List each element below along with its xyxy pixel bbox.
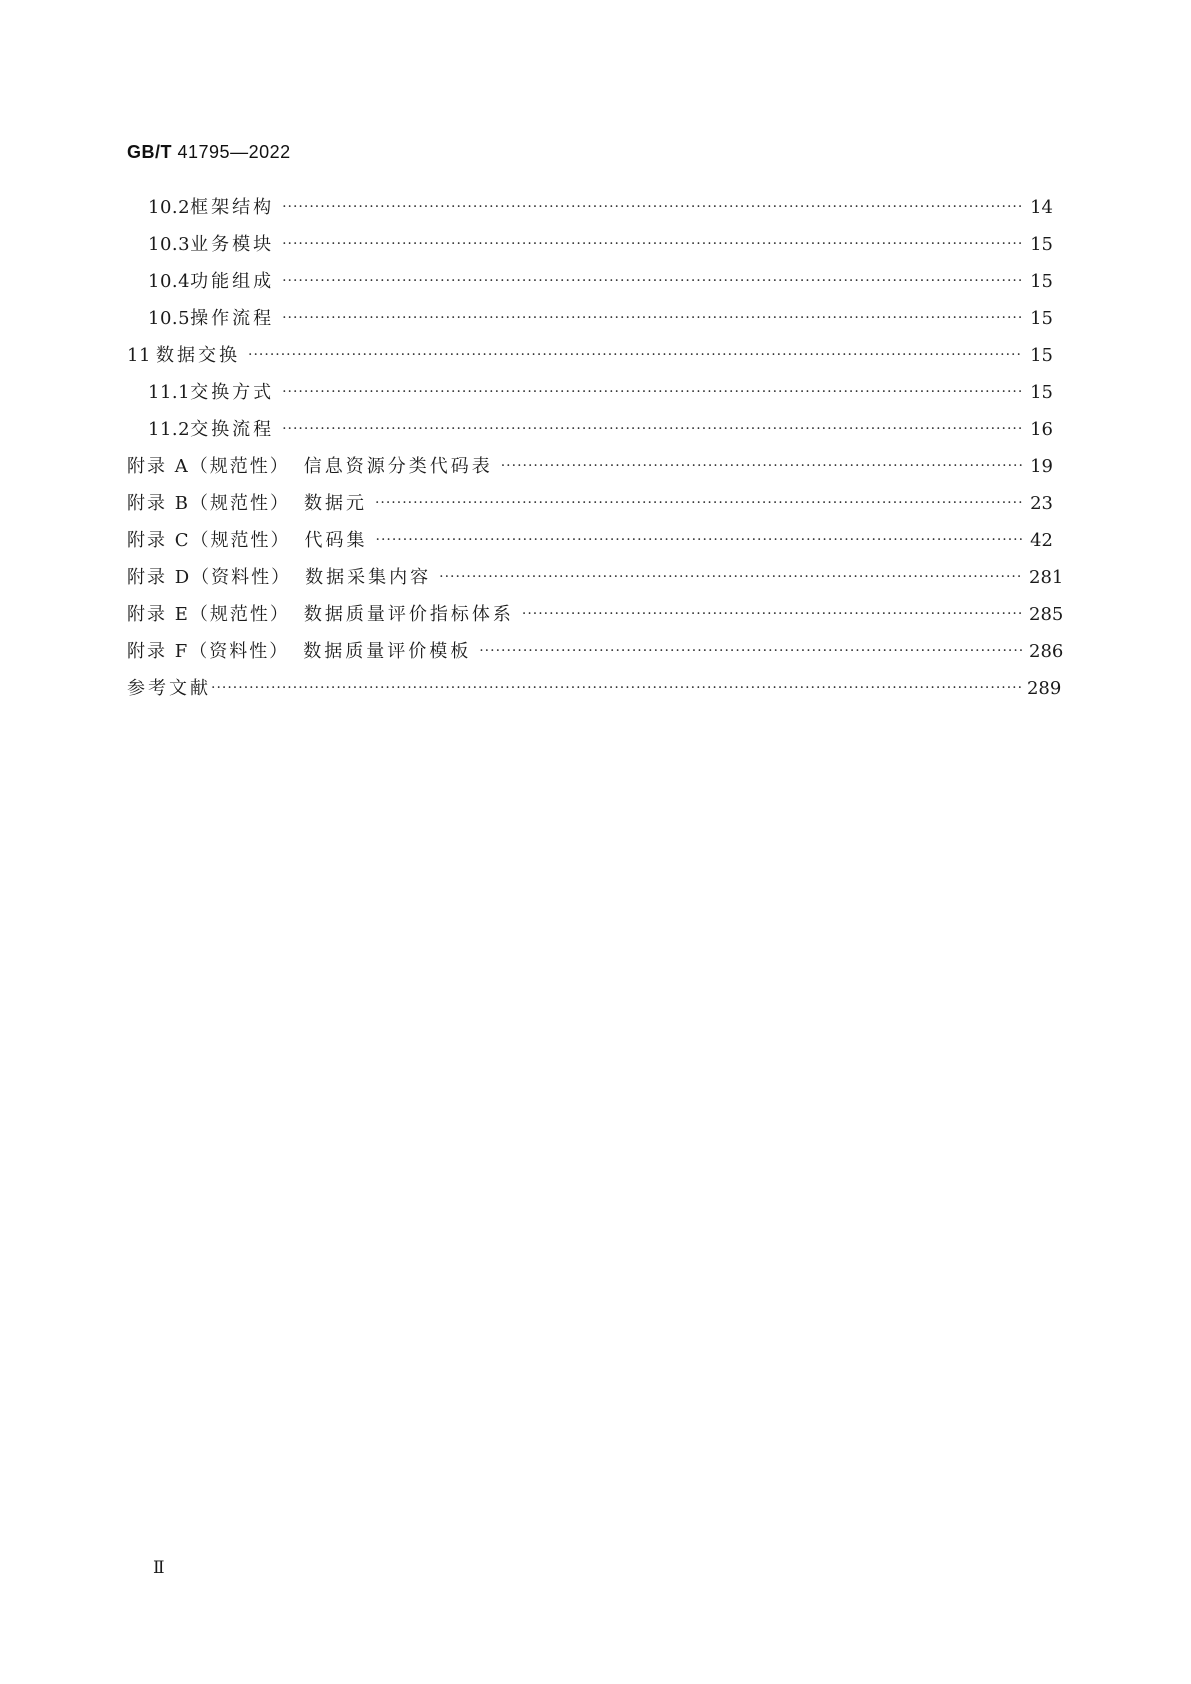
toc-entry[interactable] [127, 341, 1053, 378]
toc-entry-title: 交换流程 [190, 419, 275, 440]
toc-entry-annex[interactable] [127, 452, 1053, 489]
toc-entry-page: 19 [1030, 456, 1053, 477]
toc-entry-page: 15 [1030, 345, 1053, 366]
toc-entry-page: 285 [1029, 604, 1064, 625]
toc-entry-number: 11.2 [148, 419, 191, 440]
toc-entry-page: 15 [1030, 382, 1053, 403]
toc-annex-label: 附录 D（资料性） [127, 567, 292, 588]
toc-leader-dots [439, 569, 1023, 585]
toc-entry-page: 15 [1030, 308, 1053, 329]
standard-number: 41795—2022 [177, 142, 291, 162]
toc-leader-dots [282, 310, 1023, 326]
toc-entry-page: 15 [1030, 271, 1053, 292]
toc-entry-number: 10.4 [148, 271, 191, 292]
toc-entry-number: 10.5 [148, 308, 191, 329]
toc-entry-number: 11.1 [148, 382, 191, 403]
toc-entry-title: 数据质量评价模板 [303, 641, 472, 662]
toc-entry-title: 代码集 [304, 530, 368, 551]
toc-entry[interactable] [127, 267, 1053, 304]
toc-entry-annex[interactable] [127, 600, 1064, 637]
toc-entry-page: 281 [1029, 567, 1064, 588]
toc-entry-page: 14 [1030, 197, 1053, 218]
toc-entry-title: 参考文献 [127, 678, 211, 699]
toc-entry-page: 42 [1030, 530, 1053, 551]
toc-entry[interactable] [127, 378, 1053, 415]
table-of-contents [127, 193, 1064, 711]
toc-entry-number: 10.3 [148, 234, 191, 255]
toc-entry-title: 交换方式 [190, 382, 275, 403]
toc-leader-dots [282, 421, 1023, 437]
toc-annex-label: 附录 F（资料性） [127, 641, 290, 662]
toc-entry-title: 数据交换 [156, 345, 241, 366]
toc-entry[interactable] [127, 304, 1053, 341]
toc-annex-label: 附录 A（规范性） [127, 456, 290, 477]
toc-leader-dots [376, 532, 1024, 548]
toc-leader-dots [501, 458, 1023, 474]
toc-entry[interactable] [127, 230, 1053, 267]
toc-leader-dots [479, 643, 1023, 659]
toc-entry-number: 10.2 [148, 197, 191, 218]
toc-annex-label: 附录 B（规范性） [127, 493, 290, 514]
standard-code [127, 142, 291, 163]
toc-leader-dots [282, 384, 1023, 400]
toc-entry-title: 数据质量评价指标体系 [303, 604, 514, 625]
toc-entry-annex[interactable] [127, 489, 1053, 526]
toc-leader-dots [522, 606, 1023, 622]
toc-leader-dots [282, 236, 1023, 252]
toc-entry[interactable] [127, 193, 1053, 230]
toc-entry-title: 数据元 [303, 493, 367, 514]
toc-entry-number: 11 [127, 345, 151, 366]
toc-entry-title: 功能组成 [190, 271, 275, 292]
toc-entry-title: 业务模块 [190, 234, 275, 255]
toc-entry-annex[interactable] [127, 526, 1053, 563]
toc-leader-dots [282, 273, 1023, 289]
toc-leader-dots [248, 347, 1023, 363]
toc-entry-page: 286 [1029, 641, 1064, 662]
toc-leader-dots [375, 495, 1023, 511]
toc-entry-page: 15 [1030, 234, 1053, 255]
toc-entry-page: 16 [1030, 419, 1053, 440]
toc-entry-references[interactable] [127, 674, 1062, 711]
toc-entry-title: 框架结构 [190, 197, 275, 218]
toc-entry-annex[interactable] [127, 637, 1064, 674]
page-number: Ⅱ [153, 1558, 165, 1578]
toc-entry-annex[interactable] [127, 563, 1064, 600]
toc-entry-page: 23 [1030, 493, 1053, 514]
toc-leader-dots [282, 199, 1023, 215]
toc-entry-page: 289 [1026, 678, 1062, 699]
standard-prefix: GB/T [127, 142, 172, 162]
toc-entry-title: 操作流程 [190, 308, 275, 329]
toc-leader-dots [211, 680, 1021, 696]
toc-annex-label: 附录 C（规范性） [127, 530, 291, 551]
toc-entry-title: 信息资源分类代码表 [303, 456, 493, 477]
toc-annex-label: 附录 E（规范性） [127, 604, 290, 625]
toc-entry-title: 数据采集内容 [305, 567, 432, 588]
toc-entry[interactable] [127, 415, 1053, 452]
